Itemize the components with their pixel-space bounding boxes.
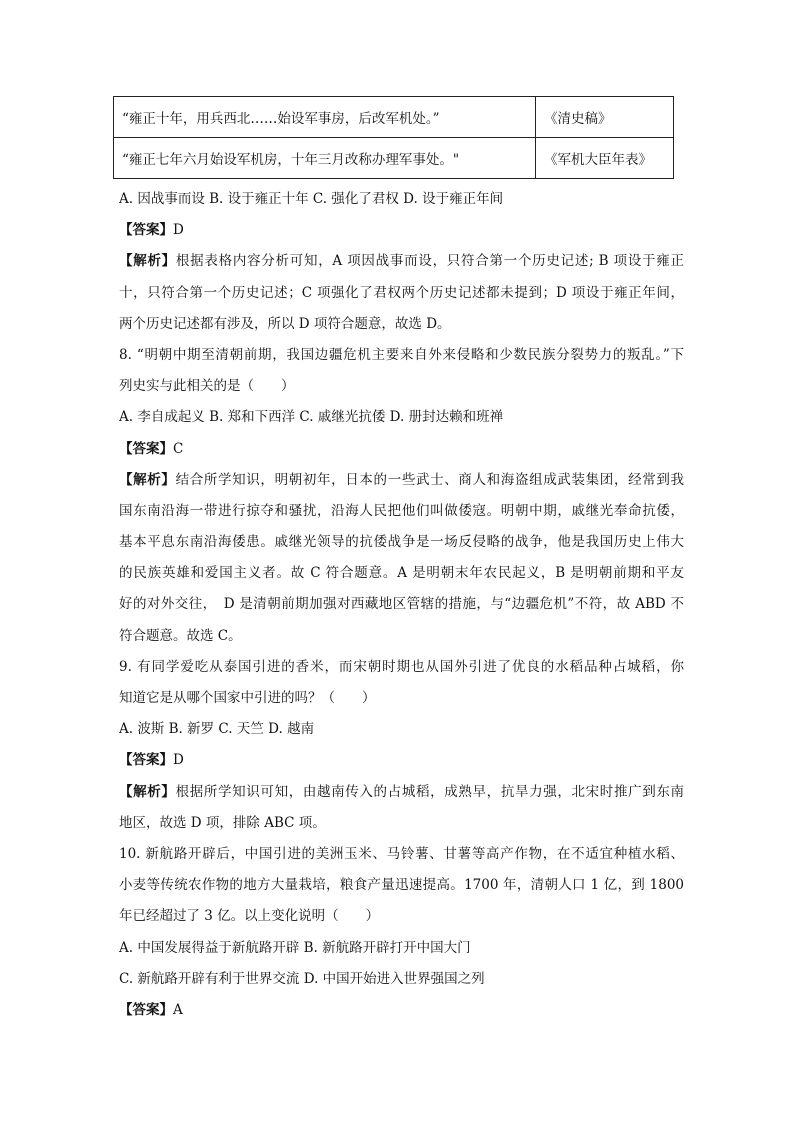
answer-value: A xyxy=(173,1001,183,1018)
q10-stem-line: 小麦等传统农作物的地方大量栽培，粮食产量迅速提高。1700 年，清朝人口 1 亿，到 1800 xyxy=(119,877,684,894)
answer-tag: 【答案】 xyxy=(119,1001,173,1018)
q10-options: A. 中国发展得益于新航路开辟 B. 新航路开辟打开中国大门 xyxy=(119,939,471,956)
q10-stem-line: 10. 新航路开辟后，中国引进的美洲玉米、马铃薯、甘薯等高产作物，在不适宜种植水稻、 xyxy=(119,845,684,862)
q10-stem-line: 年已经超过了 3 亿。以上变化说明（ ） xyxy=(119,908,380,925)
table-row xyxy=(114,138,674,179)
source-table xyxy=(113,96,674,179)
q9-analysis-line: 【解析】根据所学知识可知，由越南传入的占城稻，成熟早，抗旱力强，北宋时推广到东南 xyxy=(119,783,684,800)
answer-value: C xyxy=(173,440,184,457)
table-source: 《军机大臣年表》 xyxy=(536,138,674,179)
answer-value: D xyxy=(173,752,184,769)
q7-analysis-line: 【解析】根据表格内容分析可知，A 项因战事而设，只符合第一个历史记述; B 项设于雍正 xyxy=(119,253,684,270)
q9-options: A. 波斯 B. 新罗 C. 天竺 D. 越南 xyxy=(119,721,315,738)
q8-analysis-line: 好的对外交往， D 是清朝前期加强对西藏地区管辖的措施，与“边疆危机”不符，故 ABD 不 xyxy=(119,596,684,613)
answer-value: D xyxy=(173,222,184,239)
table-row xyxy=(114,97,674,138)
q10-options: C. 新航路开辟有利于世界交流 D. 中国开始进入世界强国之列 xyxy=(119,970,485,987)
q8-analysis-line: 【解析】结合所学知识，明朝初年，日本的一些武士、商人和海盗组成武装集团，经常到我 xyxy=(119,471,684,488)
q10-answer xyxy=(119,995,684,1026)
q9-answer xyxy=(119,745,684,776)
q7-options: A. 因战事而设 B. 设于雍正十年 C. 强化了君权 D. 设于雍正年间 xyxy=(119,191,504,207)
q8-options: A. 李自成起义 B. 郑和下西洋 C. 戚继光抗倭 D. 册封达赖和班禅 xyxy=(119,409,504,426)
q8-analysis-line: 基本平息东南沿海倭患。戚继光领导的抗倭战争是一场反侵略的战争，他是我国历史上伟大 xyxy=(119,534,684,551)
q8-stem-line: 8. “明朝中期至清朝前期，我国边疆危机主要来自外来侵略和少数民族分裂势力的叛乱。”下 xyxy=(119,346,684,363)
table-source: 《清史稿》 xyxy=(536,97,674,138)
q7-answer xyxy=(119,215,684,246)
analysis-tag: 【解析】 xyxy=(119,253,176,270)
q8-answer xyxy=(119,434,684,465)
question-text xyxy=(119,184,684,1026)
q8-analysis-line: 符合题意。故选 C。 xyxy=(119,627,242,644)
q8-stem-line: 列史实与此相关的是（ ） xyxy=(119,378,295,395)
q9-stem-line: 知道它是从哪个国家中引进的吗？（ ） xyxy=(119,690,376,706)
q9-stem-line: 9. 有同学爱吃从泰国引进的香米，而宋朝时期也从国外引进了优良的水稻品种占城稻，你 xyxy=(119,658,684,675)
table-quote: “雍正七年六月始设军机房，十年三月改称办理军事处。" xyxy=(114,138,536,179)
analysis-tag: 【解析】 xyxy=(119,783,176,800)
q9-analysis-line: 地区，故选 D 项，排除 ABC 项。 xyxy=(119,814,326,831)
q7-analysis-line: 两个历史记述都有涉及，所以 D 项符合题意，故选 D。 xyxy=(119,315,451,332)
answer-tag: 【答案】 xyxy=(119,440,173,457)
q8-analysis-line: 的民族英雄和爱国主义者。故 C 符合题意。A 是明朝末年农民起义，B 是明朝前期和平友 xyxy=(119,565,684,582)
q7-analysis-line: 十，只符合第一个历史记述；C 项强化了君权两个历史记述都未提到；D 项设于雍正年间， xyxy=(119,284,684,301)
answer-tag: 【答案】 xyxy=(119,752,173,769)
table-quote: “雍正十年，用兵西北……始设军事房，后改军机处。” xyxy=(114,97,536,138)
answer-tag: 【答案】 xyxy=(119,222,173,239)
q8-analysis-line: 国东南沿海一带进行掠夺和骚扰，沿海人民把他们叫做倭寇。明朝中期，戚继光奉命抗倭， xyxy=(119,502,684,519)
analysis-tag: 【解析】 xyxy=(119,471,176,488)
